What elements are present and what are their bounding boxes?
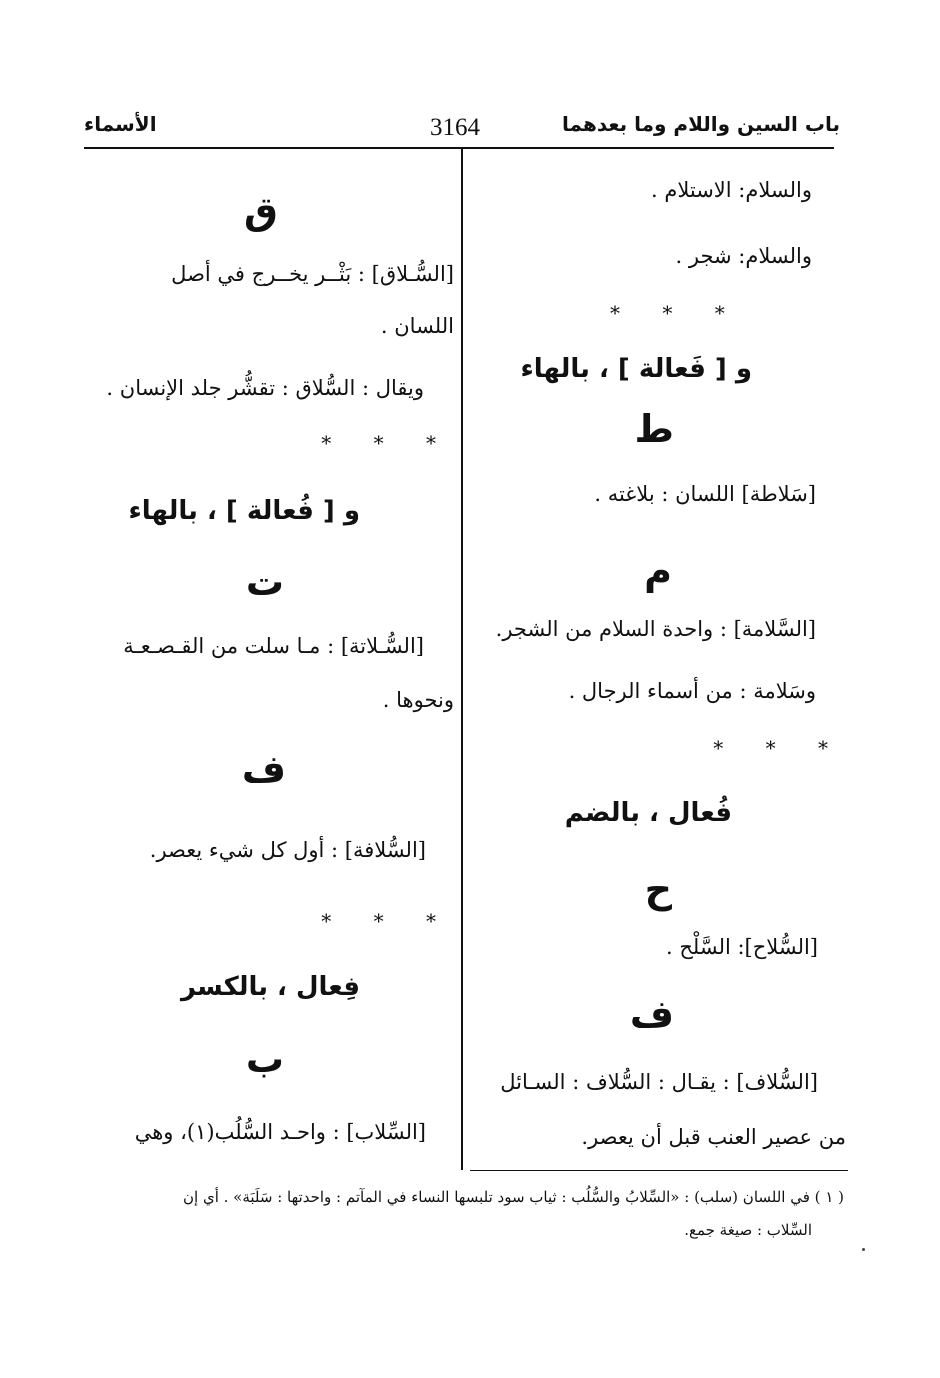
running-title: باب السين واللام وما بعدهما — [562, 112, 840, 136]
section-heading: فِعال ، بالكسر — [180, 972, 360, 1002]
entry-text: والسلام: شجر . — [675, 244, 812, 268]
footnote-line: ( ١ ) في اللسان (سلب) : «السِّلابُ والسُّلُب : ثياب سود تلبسها النساء في المآتم : واحدتها : سَلَبَة» . أي إن — [183, 1188, 844, 1206]
column-divider — [461, 149, 463, 1170]
entry-text: [السُّـلاق] : بَثْــر يخــرج في أصل — [171, 262, 454, 286]
section-heading: فُعال ، بالضم — [564, 798, 732, 828]
separator-stars: * * * — [610, 301, 743, 325]
section-heading: و [ فَعالة ] ، بالهاء — [520, 354, 752, 384]
entry-text: [السُّلافة] : أول كل شيء يعصر. — [149, 838, 426, 862]
entry-text: [السِّلاب] : واحـد السُّلُب(١)، وهي — [134, 1120, 426, 1144]
footnote-line: السِّلاب : صيغة جمع. — [684, 1221, 812, 1239]
separator-stars: * * * — [713, 736, 846, 760]
entry-text: والسلام: الاستلام . — [650, 178, 812, 202]
letter-heading: ف — [241, 747, 286, 791]
separator-stars: * * * — [321, 909, 454, 933]
entry-text: ونحوها . — [382, 688, 454, 712]
scan-speck — [862, 1248, 865, 1251]
entry-text: [السُّلاف] : يقـال : السُّلاف : السـائل — [500, 1070, 818, 1094]
letter-heading: ح — [644, 867, 672, 911]
letter-heading: ب — [245, 1037, 284, 1081]
letter-heading: ف — [629, 992, 674, 1036]
page-number: 3164 — [430, 114, 480, 141]
entry-text: [السُّلاح]: السَّلْح . — [665, 935, 818, 959]
section-title: الأسماء — [84, 112, 157, 136]
section-heading: و [ فُعالة ] ، بالهاء — [128, 496, 360, 526]
entry-text: وسَلامة : من أسماء الرجال . — [568, 679, 816, 703]
entry-text: من عصير العنب قبل أن يعصر. — [581, 1125, 846, 1149]
letter-heading: ت — [245, 560, 284, 604]
entry-text: ويقال : السُّلاق : تقشُّر جلد الإنسان . — [106, 376, 424, 400]
letter-heading: م — [644, 549, 672, 593]
footnote-rule — [470, 1170, 848, 1171]
entry-text: [السَّلامة] : واحدة السلام من الشجر. — [495, 617, 816, 641]
letter-heading: ط — [634, 407, 674, 451]
header-rule — [84, 147, 834, 149]
letter-heading: ق — [244, 189, 278, 233]
entry-text: [السُّـلاتة] : مـا سلت من القـصـعـة — [123, 634, 424, 658]
separator-stars: * * * — [321, 431, 454, 455]
entry-text: اللسان . — [380, 314, 454, 338]
entry-text: [سَلاطة] اللسان : بلاغته . — [594, 482, 816, 506]
